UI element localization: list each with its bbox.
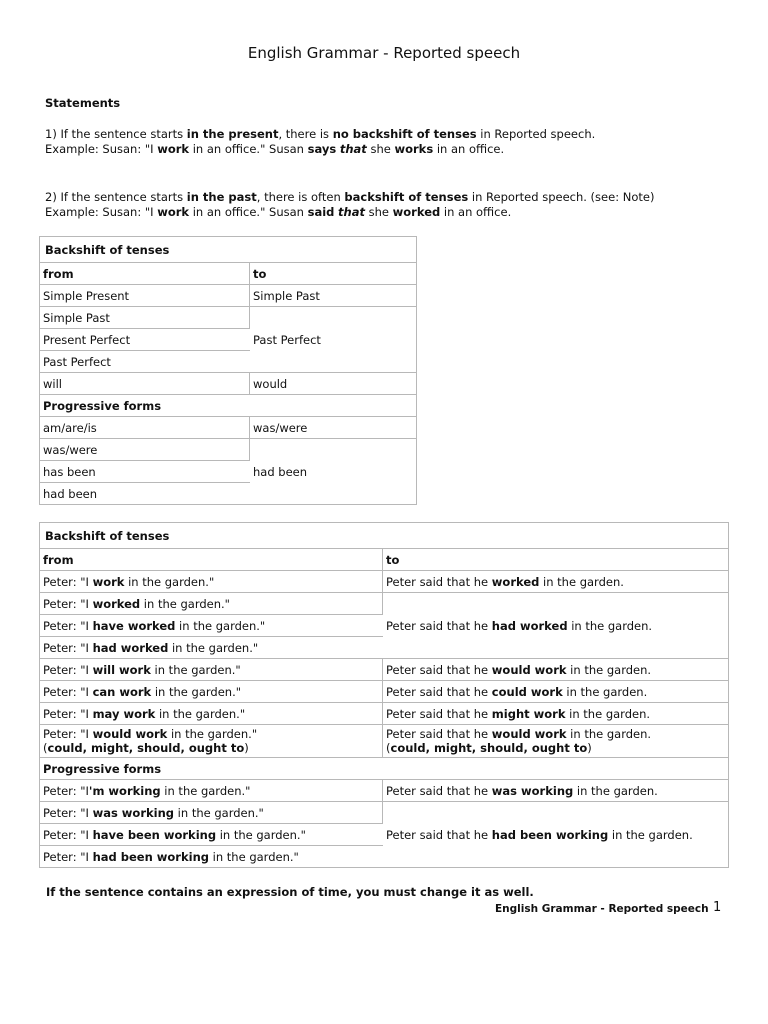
text-segment: in the garden." bbox=[209, 849, 299, 864]
emphasis: work bbox=[92, 574, 125, 589]
text-segment: Peter said that he bbox=[386, 574, 492, 589]
text-segment: in the garden." bbox=[216, 827, 306, 842]
text-segment: ) bbox=[244, 741, 249, 755]
table-cell-to bbox=[383, 801, 728, 867]
text-segment: in the garden. bbox=[608, 827, 693, 842]
text-segment: in the garden. bbox=[565, 706, 651, 721]
text-segment: in the garden." bbox=[174, 805, 264, 820]
emphasis: will work bbox=[92, 662, 151, 677]
text-segment: in the garden." bbox=[168, 640, 259, 655]
table-cell-from: was/were bbox=[40, 438, 250, 460]
text-segment: Peter: "I bbox=[43, 618, 93, 633]
text-segment: Peter said that he bbox=[386, 706, 492, 721]
emphasis: in the present bbox=[186, 127, 279, 141]
text-segment: Peter said that he bbox=[386, 662, 492, 677]
table-cell-to bbox=[383, 702, 728, 724]
time-expression-note: If the sentence contains an expression of time, you must change it as well. bbox=[46, 885, 534, 899]
text-segment: ( bbox=[43, 741, 48, 755]
text-segment: 1) If the sentence starts bbox=[45, 127, 187, 141]
paragraph-past bbox=[45, 190, 654, 219]
text-segment: Peter: "I bbox=[43, 640, 93, 655]
text-segment: in the garden." bbox=[150, 662, 241, 677]
backshift-table bbox=[39, 236, 417, 505]
table-cell-from: Past Perfect bbox=[40, 350, 250, 372]
text-segment: in the garden. bbox=[539, 574, 624, 589]
emphasis: had worked bbox=[92, 640, 169, 655]
emphasis: have worked bbox=[92, 618, 176, 633]
emphasis: no backshift of tenses bbox=[332, 127, 477, 141]
table-cell-to: had been bbox=[250, 438, 416, 504]
emphasis: in the past bbox=[186, 190, 257, 204]
table-title: Backshift of tenses bbox=[45, 528, 170, 543]
table-cell-from: will bbox=[40, 372, 250, 394]
text-segment: Peter said that he bbox=[386, 827, 492, 842]
text-segment: Peter: "I bbox=[43, 805, 93, 820]
table-cell-to: Simple Past bbox=[250, 284, 416, 306]
text-segment: Peter: "I bbox=[43, 783, 89, 798]
text-segment: in the garden." bbox=[124, 574, 215, 589]
text-segment: in the garden." bbox=[151, 684, 242, 699]
column-header-from: from bbox=[40, 548, 383, 570]
text-segment: in the garden." bbox=[160, 783, 251, 798]
emphasis: can work bbox=[92, 684, 152, 699]
text-segment: Peter: "I bbox=[43, 684, 93, 699]
emphasis: worked bbox=[92, 596, 141, 611]
column-header-from: from bbox=[40, 262, 250, 284]
column-header-to: to bbox=[250, 262, 416, 284]
document-title: English Grammar - Reported speech bbox=[247, 44, 521, 62]
table-cell-from bbox=[40, 658, 383, 680]
table-cell-from bbox=[40, 779, 383, 801]
emphasis: would work bbox=[491, 727, 567, 741]
table-cell-from: Simple Present bbox=[40, 284, 250, 306]
example-line bbox=[45, 142, 595, 157]
text-segment: , there is often bbox=[256, 190, 345, 204]
emphasis: had worked bbox=[491, 618, 568, 633]
table-cell-from: had been bbox=[40, 482, 250, 504]
text-segment: in an office. bbox=[433, 141, 505, 156]
text-segment: in the garden. bbox=[566, 662, 652, 677]
emphasis: worked bbox=[392, 204, 441, 219]
emphasis: says bbox=[307, 141, 337, 156]
table-cell-from bbox=[40, 823, 383, 845]
table-cell-from bbox=[40, 570, 383, 592]
table-cell-from bbox=[40, 724, 383, 757]
emphasis: was working bbox=[491, 783, 574, 798]
emphasis: that bbox=[339, 141, 367, 156]
page-number: 1 bbox=[713, 900, 722, 915]
emphasis: would work bbox=[92, 727, 168, 741]
table-cell-from bbox=[40, 614, 383, 636]
text-segment: Peter: "I bbox=[43, 596, 93, 611]
text-segment: in an office." Susan bbox=[189, 141, 308, 156]
emphasis: might work bbox=[491, 706, 566, 721]
paragraph-present bbox=[45, 127, 595, 156]
table-cell-to: would bbox=[250, 372, 416, 394]
example-table bbox=[39, 522, 729, 868]
text-segment: in the garden. bbox=[566, 727, 652, 741]
table-cell-to bbox=[383, 724, 728, 757]
table-cell-from: Present Perfect bbox=[40, 328, 250, 350]
text-segment: Peter said that he bbox=[386, 618, 492, 633]
emphasis: 'm working bbox=[88, 783, 161, 798]
emphasis: had been working bbox=[491, 827, 609, 842]
table-cell-from bbox=[40, 680, 383, 702]
table-cell-from: Simple Past bbox=[40, 306, 250, 328]
table-cell-from: am/are/is bbox=[40, 416, 250, 438]
text-segment: Example: Susan: "I bbox=[45, 141, 158, 156]
text-segment: in Reported speech. bbox=[476, 127, 596, 141]
emphasis: could, might, should, ought to bbox=[47, 741, 245, 755]
emphasis: work bbox=[157, 141, 190, 156]
emphasis: that bbox=[338, 204, 365, 219]
text-segment: ( bbox=[386, 741, 391, 755]
paragraph-line bbox=[45, 190, 654, 205]
emphasis: would work bbox=[491, 662, 567, 677]
table-subheading: Progressive forms bbox=[40, 394, 416, 416]
text-segment: in an office. bbox=[440, 204, 512, 219]
text-segment: in the garden." bbox=[155, 706, 246, 721]
emphasis: said bbox=[307, 204, 335, 219]
text-segment: Peter: "I bbox=[43, 662, 93, 677]
table-cell-from bbox=[40, 801, 383, 823]
table-cell-to bbox=[383, 658, 728, 680]
emphasis: could, might, should, ought to bbox=[390, 741, 588, 755]
footer-title: English Grammar - Reported speech bbox=[495, 903, 709, 915]
paragraph-line bbox=[45, 127, 595, 142]
table-cell-from bbox=[40, 592, 383, 614]
table-cell-from bbox=[40, 636, 383, 658]
text-segment: Peter: "I bbox=[43, 849, 93, 864]
text-segment: in the garden. bbox=[567, 618, 653, 633]
text-segment: Peter said that he bbox=[386, 684, 492, 699]
table-subheading: Progressive forms bbox=[40, 757, 728, 779]
text-segment: in Reported speech. (see: Note) bbox=[468, 190, 655, 204]
table-cell-to: Past Perfect bbox=[250, 306, 416, 372]
emphasis: have been working bbox=[92, 827, 217, 842]
text-segment: in the garden." bbox=[175, 618, 266, 633]
text-segment: Peter said that he bbox=[386, 727, 492, 741]
emphasis: had been working bbox=[92, 849, 209, 864]
text-segment: she bbox=[364, 204, 393, 219]
text-segment: Peter: "I bbox=[43, 706, 93, 721]
text-segment: 2) If the sentence starts bbox=[45, 190, 187, 204]
text-segment: in the garden." bbox=[167, 727, 258, 741]
text-segment: in the garden." bbox=[140, 596, 230, 611]
emphasis: works bbox=[394, 141, 434, 156]
table-cell-to: was/were bbox=[250, 416, 416, 438]
text-segment: Peter: "I bbox=[43, 827, 93, 842]
emphasis: work bbox=[157, 204, 190, 219]
table-cell-from bbox=[40, 845, 383, 867]
example-line bbox=[45, 205, 654, 220]
text-segment: Peter said that he bbox=[386, 783, 492, 798]
table-cell-to bbox=[383, 592, 728, 658]
text-segment: in the garden. bbox=[562, 684, 648, 699]
emphasis: was working bbox=[92, 805, 175, 820]
emphasis: could work bbox=[491, 684, 563, 699]
text-segment: Peter: "I bbox=[43, 574, 93, 589]
emphasis: worked bbox=[491, 574, 540, 589]
emphasis: backshift of tenses bbox=[344, 190, 469, 204]
emphasis: may work bbox=[92, 706, 156, 721]
table-title: Backshift of tenses bbox=[45, 242, 170, 257]
table-cell-to bbox=[383, 680, 728, 702]
text-segment: Example: Susan: "I bbox=[45, 204, 158, 219]
section-heading: Statements bbox=[45, 96, 121, 110]
text-segment: Peter: "I bbox=[43, 727, 93, 741]
table-cell-from: has been bbox=[40, 460, 250, 482]
text-segment: in an office." Susan bbox=[189, 204, 308, 219]
text-segment: in the garden. bbox=[573, 783, 658, 798]
text-segment: she bbox=[366, 141, 395, 156]
text-segment: ) bbox=[587, 741, 592, 755]
table-cell-to bbox=[383, 570, 728, 592]
table-cell-to bbox=[383, 779, 728, 801]
column-header-to: to bbox=[383, 548, 728, 570]
table-cell-from bbox=[40, 702, 383, 724]
text-segment: , there is bbox=[278, 127, 333, 141]
